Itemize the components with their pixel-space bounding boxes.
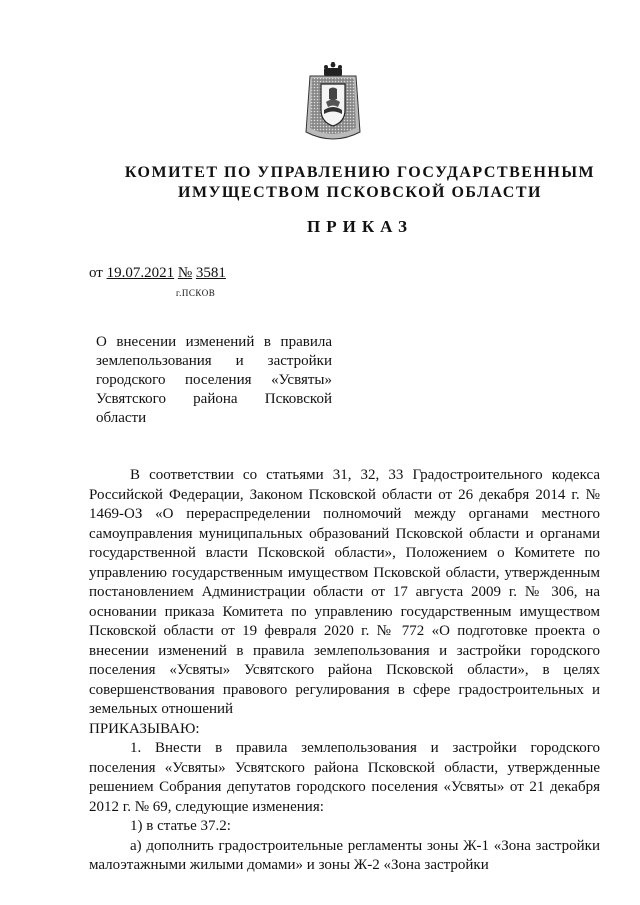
organization-name-line2: ИМУЩЕСТВОМ ПСКОВСКОЙ ОБЛАСТИ	[178, 184, 542, 201]
order-city: г.ПСКОВ	[176, 288, 216, 298]
preamble-paragraph: В соответствии со статьями 31, 32, 33 Градостроительного кодекса Российской Федерации, Законом Псковской области от 26 декабря 2014 г. № 1469-ОЗ «О перераспределении полномочий между органами местного самоуправления муниципальных образований Псковской области и органами государственной власти Псковской области», Положением о Комитете по управлению государственным имуществом Псковской области, утвержденным постановлением Администрации области от 17 августа 2009 г. № 306, на основании приказа Комитета по управлению государственным имуществом Псковской области от 19 февраля 2020 г. № 772 «О подготовке проекта о внесении изменений в правила землепользования и застройки городского поселения «Усвяты» Усвятского района Псковской области», в целях совершенствования правового регулирования в сфере градостроительных и земельных отношений	[89, 467, 600, 717]
number-label: №	[177, 265, 193, 281]
order-number: 3581	[195, 265, 226, 281]
order-date: 19.07.2021	[106, 265, 175, 281]
item-1: 1. Внести в правила землепользования и застройки городского поселения «Усвяты» Усвятского района Псковской области, утвержденные решением Собрания депутатов городского поселения «Усвяты» от 21 декабря 2012 г. № 69, следующие изменения:	[89, 740, 600, 815]
order-subject: О внесении изменений в правила землепользования и застройки городского поселения «Усвяты» Усвятского района Псковской области	[96, 334, 332, 426]
pskov-coat-of-arms-icon	[304, 62, 362, 146]
from-label: от	[89, 265, 103, 281]
item-1-1-a: а) дополнить градостроительные регламенты зоны Ж-1 «Зона застройки малоэтажными жилыми домами» и зоны Ж-2 «Зона застройки	[89, 837, 600, 873]
order-body	[89, 466, 600, 876]
organization-name-line1: КОМИТЕТ ПО УПРАВЛЕНИЮ ГОСУДАРСТВЕННЫМ	[124, 164, 596, 181]
order-number-line	[89, 265, 226, 282]
document-type: ПРИКАЗ	[307, 217, 413, 236]
organization-name	[80, 163, 640, 203]
item-1-1: 1) в статье 37.2:	[130, 818, 231, 834]
command-word: ПРИКАЗЫВАЮ:	[89, 720, 200, 737]
